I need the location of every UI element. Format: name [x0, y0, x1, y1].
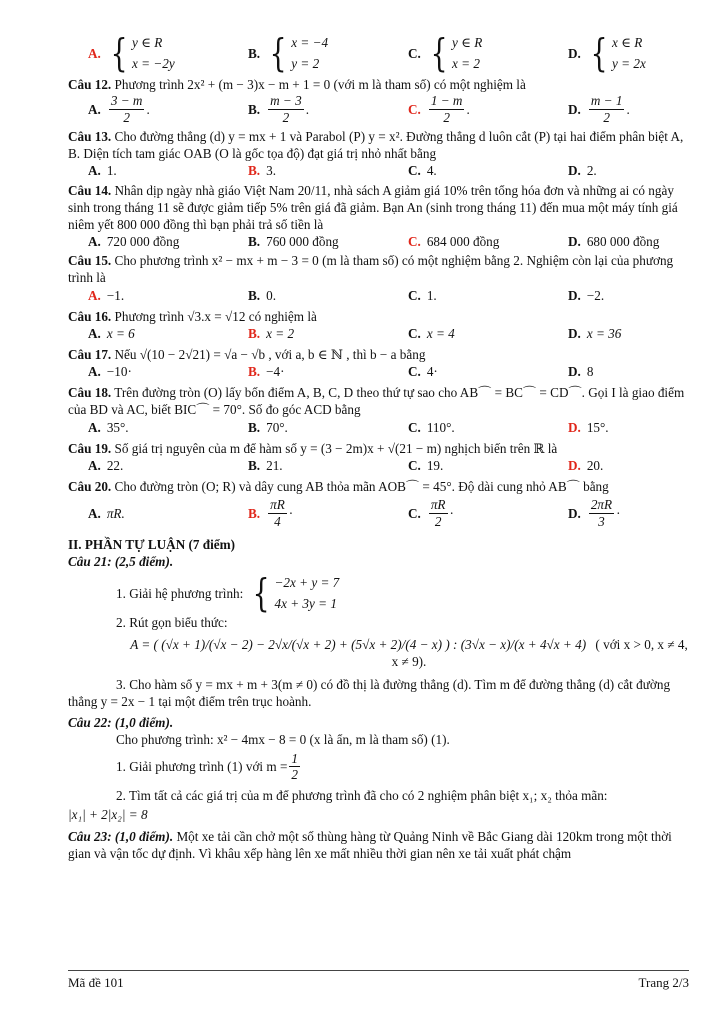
- q20-options: A. πR. B. $\frac{\pi R}{4}$ · C. $\frac{\pi R}{2}$ · D. $\frac{2\pi R}{3}$ ·: [88, 497, 621, 530]
- option-label: B.: [248, 419, 261, 435]
- option-label: A.: [88, 287, 101, 303]
- q18-options: [88, 419, 690, 436]
- question-17: [68, 346, 690, 363]
- system-line: 4x + 3y = 1: [274, 596, 337, 612]
- q11-option-b: B. { x = −4 y = 2: [248, 31, 329, 76]
- option-value: 0.: [266, 287, 276, 303]
- numerator: m − 1: [590, 93, 623, 109]
- denominator: 3: [598, 514, 605, 530]
- option-value: 684 000 đồng: [426, 234, 500, 250]
- system-line: x ∈ R: [612, 35, 643, 50]
- option-value: 4·: [426, 364, 438, 380]
- option-value: 21.: [266, 457, 283, 473]
- part-text: 1. Giải hệ phương trình:: [116, 585, 244, 601]
- option-label: D.: [568, 163, 581, 179]
- numerator: 2πR: [590, 497, 613, 513]
- q15-options: [88, 287, 690, 304]
- denominator: 2: [603, 110, 610, 126]
- option-label: B.: [248, 287, 261, 303]
- option-value: 19.: [426, 457, 444, 473]
- q14-options: [88, 233, 690, 250]
- question-13: [68, 128, 690, 162]
- q16-options: [88, 325, 690, 342]
- option-value: 1.: [106, 163, 117, 179]
- question-number: Câu 14.: [68, 182, 112, 198]
- option-value: −1.: [106, 287, 125, 303]
- q22-part1: [116, 751, 690, 784]
- question-text: Nếu √(10 − 2√21) = √a − √b , với a, b ∈ ℕ , thì b − a bằng: [114, 346, 426, 362]
- question-14: [68, 182, 690, 233]
- part-text: 1. Giải phương trình (1) với m =: [116, 759, 288, 775]
- option-label: B.: [248, 102, 261, 118]
- question-15: [68, 252, 690, 286]
- condition: ( với x > 0, x ≠ 4, x ≠ 9).: [391, 636, 688, 669]
- option-label: D.: [568, 505, 581, 521]
- option-value: 70°.: [266, 419, 288, 435]
- question-12: [68, 76, 690, 93]
- option-value: −10·: [106, 364, 132, 380]
- option-label: B.: [248, 163, 261, 179]
- numerator: 1 − m: [430, 93, 463, 109]
- exam-page: [68, 32, 690, 862]
- question-23: [68, 828, 690, 862]
- question-text: Phương trình 2x² + (m − 3)x − m + 1 = 0 (với m là tham số) có một nghiệm là: [114, 77, 526, 93]
- option-label: C.: [408, 457, 421, 473]
- system-line: y = 2: [291, 56, 320, 72]
- numerator: m − 3: [270, 93, 302, 109]
- q11-options: [88, 32, 690, 74]
- denominator: 2: [443, 110, 450, 126]
- system-line: x = −2y: [132, 56, 175, 72]
- question-text: Nhân dịp ngày nhà giáo Việt Nam 20/11, nhà sách A giảm giá 10% trên tổng hóa đơn và những ai có ngày sinh trong tháng 11 sẽ được giảm tiếp 5% trên giá đã giảm. Bạn An (sinh trong tháng 11) đến mua một máy tính giá niêm yết 800 000 đồng thì bạn phải trả số tiền là: [68, 182, 678, 232]
- numerator: πR: [270, 497, 285, 513]
- option-label: C.: [408, 505, 421, 521]
- option-value: −2.: [586, 287, 605, 303]
- question-number: Câu 19.: [68, 440, 112, 456]
- option-label: D.: [568, 325, 581, 341]
- question-number: Câu 17.: [68, 346, 112, 362]
- q19-options: [88, 457, 690, 474]
- numerator: 3 − m: [110, 93, 143, 109]
- question-number: Câu 20.: [68, 479, 112, 495]
- option-label: C.: [408, 419, 421, 435]
- option-label: B.: [248, 505, 261, 521]
- option-value: x = 6: [106, 325, 135, 341]
- option-label: A.: [88, 102, 101, 118]
- option-label: D.: [568, 364, 581, 380]
- numerator: 1: [291, 750, 298, 766]
- denominator: 2: [434, 514, 442, 530]
- question-number: Câu 23: (1,0 điểm).: [68, 828, 174, 844]
- q11-option-c: C. { y ∈ R x = 2: [408, 31, 483, 76]
- question-21-heading: Câu 21: (2,5 điểm).: [68, 554, 174, 570]
- system-line: x = 2: [452, 56, 480, 72]
- q12-options: A. $\frac{3 - m}{2}$ . B. $\frac{m - 3}{2}$ . C. $\frac{1 - m}{2}$ . D. $\frac{m - 1}{2}$ .: [88, 93, 630, 126]
- denominator: 2: [282, 110, 290, 126]
- page-number: Trang 2/3: [638, 975, 689, 990]
- option-value: 3.: [266, 163, 276, 179]
- q21-part3: 3. Cho hàm số y = mx + m + 3(m ≠ 0) có đồ thị là đường thẳng (d). Tìm m để đường thẳng (d) cắt đường thẳng y = 2x − 1 tại một điểm trên trục hoành.: [68, 676, 671, 710]
- option-value: 110°.: [426, 419, 455, 435]
- system-line: y ∈ R: [452, 35, 483, 50]
- system-line: x = −4: [291, 35, 329, 50]
- option-value: 35°.: [106, 419, 129, 435]
- option-label: C.: [408, 45, 421, 61]
- option-label: C.: [408, 163, 421, 179]
- option-label: A.: [88, 457, 101, 473]
- option-label: A.: [88, 505, 101, 521]
- option-label: A.: [88, 45, 101, 61]
- section-title: II. PHẦN TỰ LUẬN (7 điểm): [68, 536, 236, 552]
- option-value: 8: [586, 364, 594, 380]
- option-value: πR.: [106, 505, 125, 521]
- option-label: B.: [248, 45, 261, 61]
- option-label: D.: [568, 457, 581, 473]
- q22-condition: |x₁| + 2|x₂| = 8: [68, 807, 148, 823]
- page-footer: [68, 970, 689, 992]
- q22-part2: 2. Tìm tất cả các giá trị của m để phương trình đã cho có 2 nghiệm phân biệt x₁; x₂ thỏa mãn:: [116, 788, 608, 804]
- question-19: [68, 440, 690, 457]
- option-value: 760 000 đồng: [266, 234, 339, 250]
- denominator: 4: [274, 514, 281, 530]
- question-number: Câu 16.: [68, 308, 112, 324]
- option-value: x = 2: [266, 325, 295, 341]
- numerator: πR: [430, 497, 446, 513]
- question-text: Cho phương trình x² − mx + m − 3 = 0 (m là tham số) có một nghiệm bằng 2. Nghiệm còn lại của phương trình là: [68, 253, 674, 286]
- question-number: Câu 15.: [68, 253, 112, 269]
- option-label: D.: [568, 45, 581, 61]
- q21-part2: 2. Rút gọn biểu thức:: [116, 615, 228, 631]
- option-value: 4.: [426, 163, 437, 179]
- q11-option-d: D. { x ∈ R y = 2x: [568, 31, 646, 76]
- system-line: y ∈ R: [132, 35, 163, 50]
- option-value: 680 000 đồng: [586, 234, 660, 250]
- question-text: Phương trình √3.x = √12 có nghiệm là: [114, 308, 317, 324]
- option-value: 2.: [586, 163, 597, 179]
- option-label: D.: [568, 102, 581, 118]
- option-value: x = 36: [586, 325, 622, 341]
- system-line: y = 2x: [612, 56, 646, 72]
- question-20: [68, 478, 690, 495]
- option-value: 15°.: [586, 419, 609, 435]
- option-label: A.: [88, 325, 101, 341]
- option-label: D.: [568, 419, 581, 435]
- question-22-heading: Câu 22: (1,0 điểm).: [68, 715, 174, 731]
- question-text: Số giá trị nguyên của m để hàm số y = (3 − 2m)x + √(21 − m) nghịch biến trên ℝ là: [114, 440, 558, 456]
- option-value: 22.: [106, 457, 124, 473]
- denominator: 2: [123, 110, 130, 126]
- option-label: C.: [408, 234, 421, 250]
- option-value: x = 4: [426, 325, 455, 341]
- question-16: [68, 308, 690, 325]
- option-label: C.: [408, 102, 421, 118]
- question-number: Câu 12.: [68, 77, 112, 93]
- q22-intro: Cho phương trình: x² − 4mx − 8 = 0 (x là ẩn, m là tham số) (1).: [116, 732, 450, 748]
- option-label: C.: [408, 287, 421, 303]
- option-label: C.: [408, 325, 421, 341]
- question-number: Câu 18.: [68, 385, 112, 401]
- option-label: B.: [248, 234, 261, 250]
- q17-options: [88, 363, 690, 380]
- denominator: 2: [291, 767, 298, 783]
- question-number: Câu 13.: [68, 129, 112, 145]
- option-label: A.: [88, 364, 101, 380]
- option-label: A.: [88, 419, 101, 435]
- option-label: B.: [248, 457, 261, 473]
- exam-code: Mã đề 101: [68, 975, 124, 990]
- system-line: −2x + y = 7: [274, 575, 340, 591]
- question-text: Trên đường tròn (O) lấy bốn điểm A, B, C, D theo thứ tự sao cho AB⌒ = BC⌒ = CD⌒. Gọi I là giao điểm của BD và AC, biết BIC⌒ = 70°. Số đo góc ACD bằng: [68, 385, 685, 418]
- option-value: 720 000 đồng: [106, 234, 180, 250]
- question-text: Cho đường tròn (O; R) và dây cung AB thỏa mãn AOB⌒ = 45°. Độ dài cung nhỏ AB⌒ bằng: [114, 479, 609, 495]
- option-value: 20.: [586, 457, 604, 473]
- option-label: D.: [568, 287, 581, 303]
- question-text: Một xe tải cần chở một số thùng hàng từ Quảng Ninh về Bắc Giang dài 120km trong một thời gian và vận tốc dự định. Vì khâu xếp hàng lên xe mất nhiều thời gian nên xe tải xuất phát chậm: [68, 828, 672, 861]
- option-label: D.: [568, 234, 581, 250]
- option-label: A.: [88, 163, 101, 179]
- option-value: 1.: [426, 287, 437, 303]
- q13-options: [88, 162, 690, 179]
- option-value: −4·: [266, 364, 285, 380]
- option-label: B.: [248, 364, 261, 380]
- question-18: [68, 384, 690, 418]
- option-label: C.: [408, 364, 421, 380]
- option-label: B.: [248, 325, 261, 341]
- q21-expression: [128, 636, 690, 670]
- q21-part1: 1. Giải hệ phương trình: { −2x + y = 7 4x + 3y = 1: [116, 571, 340, 616]
- option-label: A.: [88, 234, 101, 250]
- expression: A = ( (√x + 1)/(√x − 2) − 2√x/(√x + 2) + (5√x + 2)/(4 − x) ) : (3√x − x)/(x + 4√x + 4): [130, 636, 587, 652]
- question-text: Cho đường thẳng (d) y = mx + 1 và Parabol (P) y = x². Đường thẳng d luôn cắt (P) tại hai điểm phân biệt A, B. Diện tích tam giác OAB (O là gốc tọa độ) đạt giá trị nhỏ nhất bằng: [68, 129, 684, 162]
- q11-option-a: A. { y ∈ R x = −2y: [88, 31, 175, 76]
